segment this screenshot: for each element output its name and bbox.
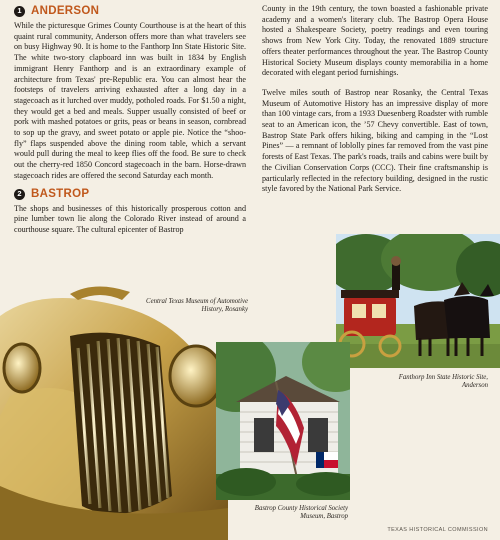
texas-flag — [316, 452, 338, 468]
anderson-body: While the picturesque Grimes County Courthouse is at the heart of this quaint rural community, Anderson offers more than what travelers see on busy Highway 90. It is home to the Fanthorp Inn State Historic Site. The white two-story clapboard inn was built in 1834 by English immigrant Henry Fanthorp and is an extraordinary example of architecture from Texas' pre-Republic era. You can almost hear the footsteps of travelers arriving exhausted after a long day in a stagecoach as it lurched over muddy, potholed roads. For $1.50 a night, they would get a bed and meals. Supper usually consisted of beef or pork with mashed potatoes or grits, peas or beans in season, cornbread to sop up the gravy, and sweet potato or apple pie. Notice the “shoo-fly” flaps suspended above the dining room table, which a servant would pull during the meal to keep flies off the food. Be sure to check out the cherry-red 1850 Concord stagecoach in the barn. Horse-drawn stagecoach rides are offered the second Saturday each month. — [14, 21, 246, 180]
section-heading-bastrop: BASTROP — [31, 187, 90, 200]
car-caption: Central Texas Museum of Automotive History, Rosanky — [146, 298, 248, 314]
automotive-paragraph: Twelve miles south of Bastrop near Rosanky, the Central Texas Museum of Automotive History has an impressive display of more than 100 vintage cars, from a 1933 Duesenberg Roadster with rumble seat to an American icon, the ’57 Chevy convertible. East of town, Bastrop State Park offers hiking, biking and camping in the “Lost Pines” — a remnant of loblolly pines far removed from the vast pine forests of East Texas. The park's roads, trails and cabins were built by the Civilian Conservation Corps (CCC). Their fine craftsmanship is particularly reflected in the refectory building, designed in the rustic style favored by the National Park Service. — [262, 87, 488, 194]
footer-credit: TEXAS HISTORICAL COMMISSION — [387, 527, 488, 533]
left-column — [14, 6, 246, 236]
bastrop-body: The shops and businesses of this historically prosperous cotton and pine lumber town lie along the Colorado River instead of around a courthouse square. The cultural epicenter of Bastrop — [14, 203, 246, 234]
section-number-1: 1 — [14, 6, 25, 17]
stagecoach-caption: Fanthorp Inn State Historic Site, Anderson — [398, 374, 488, 390]
right-column — [262, 4, 488, 195]
section-header-bastrop — [14, 189, 246, 200]
classic-car-photo — [0, 276, 228, 540]
museum-caption: Bastrop County Historical Society Museum, Bastrop — [254, 505, 348, 521]
section-number-2: 2 — [14, 189, 25, 200]
bastrop-body-continued: County in the 19th century, the town boasted a fashionable private academy and a women's literary club. The Bastrop Opera House hosted a Shakespeare Society, poetry readings and even touring shows from New York City. Today, the renovated 1889 structure offers theater performances throughout the year. The Bastrop County Historical Society Museum displays county memorabilia in a home decorated with elegant period furnishings. — [262, 4, 488, 78]
stagecoach-photo — [336, 234, 500, 368]
section-header-anderson — [14, 6, 246, 17]
section-heading-anderson: ANDERSON — [31, 5, 100, 18]
museum-house-photo — [216, 342, 350, 500]
